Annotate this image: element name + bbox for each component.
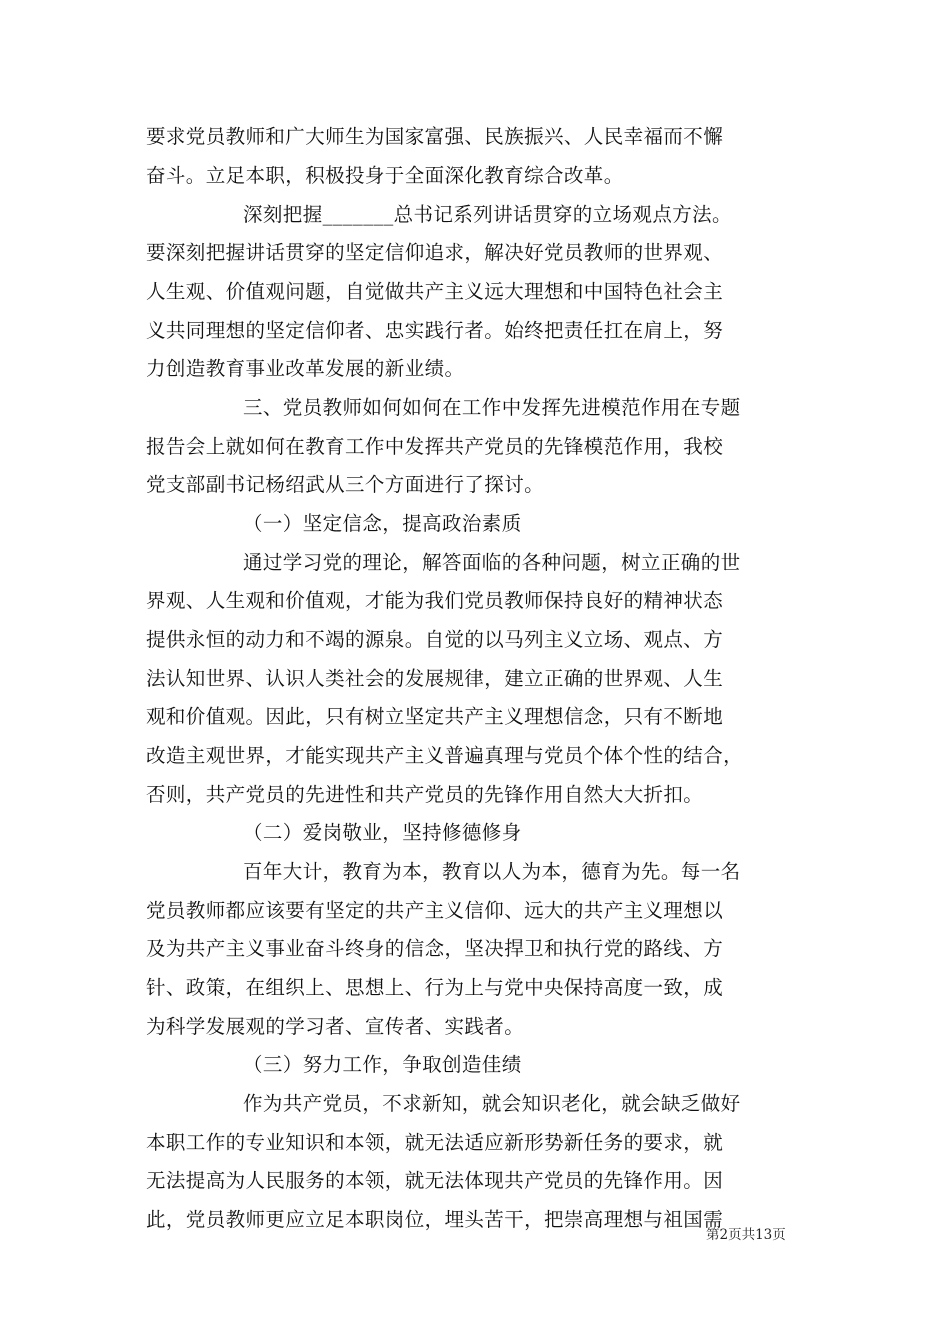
text-line: 法认知世界、认识人类社会的发展规律，建立正确的世界观、人生 xyxy=(146,667,724,690)
text-line: 观和价值观。因此，只有树立坚定共产主义理想信念，只有不断地 xyxy=(146,705,724,728)
text-line: 此，党员教师更应立足本职岗位，埋头苦干，把崇高理想与祖国需 xyxy=(146,1208,724,1231)
section-heading: （一）坚定信念，提高政治素质 xyxy=(243,512,522,535)
text-line: 作为共产党员，不求新知，就会知识老化，就会缺乏做好 xyxy=(243,1092,741,1115)
text-line: 针、政策，在组织上、思想上、行为上与党中央保持高度一致，成 xyxy=(146,976,724,999)
text-line: 人生观、价值观问题，自觉做共产主义远大理想和中国特色社会主 xyxy=(146,280,724,303)
text-line: 深刻把握_______总书记系列讲话贯穿的立场观点方法。 xyxy=(243,203,732,226)
text-line: 提供永恒的动力和不竭的源泉。自觉的以马列主义立场、观点、方 xyxy=(146,628,724,651)
text-line: 三、党员教师如何如何在工作中发挥先进模范作用在专题 xyxy=(243,396,741,419)
text-line: 通过学习党的理论，解答面临的各种问题，树立正确的世 xyxy=(243,551,741,574)
text-line: 义共同理想的坚定信仰者、忠实践行者。始终把责任扛在肩上，努 xyxy=(146,319,724,342)
section-heading: （三）努力工作，争取创造佳绩 xyxy=(243,1053,522,1076)
page-number: 第2页共13页 xyxy=(706,1227,786,1243)
text-line: 无法提高为人民服务的本领，就无法体现共产党员的先锋作用。因 xyxy=(146,1169,724,1192)
text-line: 本职工作的专业知识和本领，就无法适应新形势新任务的要求，就 xyxy=(146,1131,724,1154)
text-line: 否则，共产党员的先进性和共产党员的先锋作用自然大大折扣。 xyxy=(146,783,704,806)
text-line: 力创造教育事业改革发展的新业绩。 xyxy=(146,357,465,380)
section-heading: （二）爱岗敬业，坚持修德修身 xyxy=(243,821,522,844)
text-line: 界观、人生观和价值观，才能为我们党员教师保持良好的精神状态 xyxy=(146,589,724,612)
text-line: 改造主观世界，才能实现共产主义普遍真理与党员个体个性的结合， xyxy=(146,744,744,767)
text-line: 百年大计，教育为本，教育以人为本，德育为先。每一名 xyxy=(243,860,741,883)
text-line: 要深刻把握讲话贯穿的坚定信仰追求，解决好党员教师的世界观、 xyxy=(146,241,724,264)
text-line: 要求党员教师和广大师生为国家富强、民族振兴、人民幸福而不懈 xyxy=(146,125,724,148)
text-line: 为科学发展观的学习者、宣传者、实践者。 xyxy=(146,1015,525,1038)
text-line: 及为共产主义事业奋斗终身的信念，坚决捍卫和执行党的路线、方 xyxy=(146,937,724,960)
text-line: 党支部副书记杨绍武从三个方面进行了探讨。 xyxy=(146,473,545,496)
text-line: 报告会上就如何在教育工作中发挥共产党员的先锋模范作用，我校 xyxy=(146,435,724,458)
text-line: 奋斗。立足本职，积极投身于全面深化教育综合改革。 xyxy=(146,164,624,187)
text-line: 党员教师都应该要有坚定的共产主义信仰、远大的共产主义理想以 xyxy=(146,899,724,922)
